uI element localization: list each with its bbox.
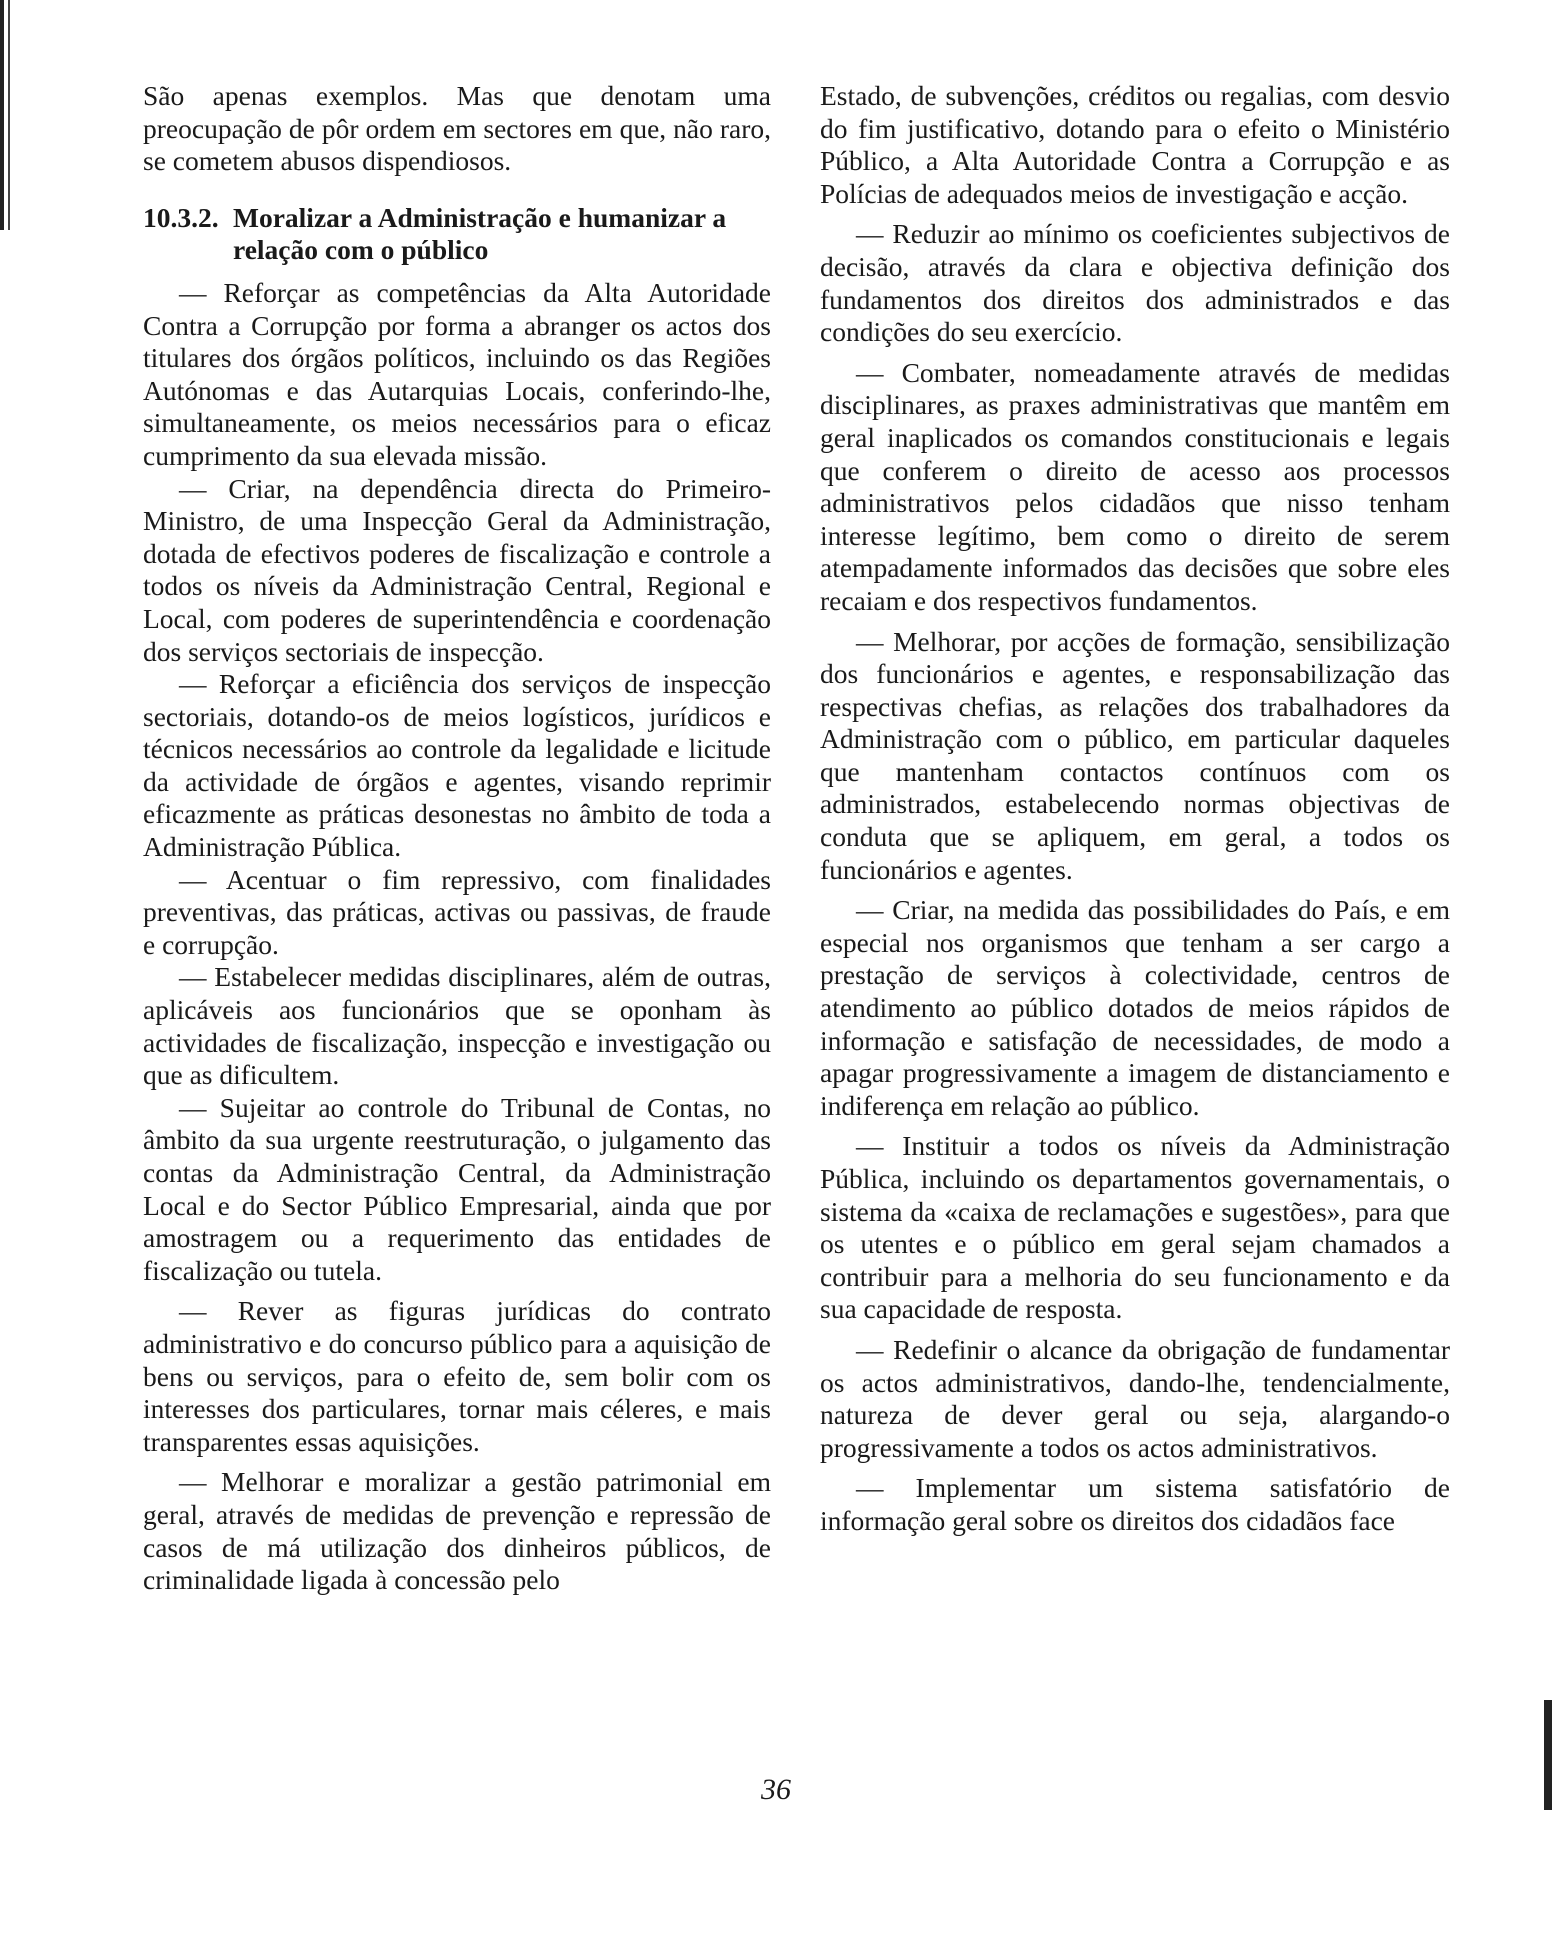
paragraph: — Estabelecer medidas disciplinares, além de outras, aplicáveis aos funcionários que se oponham às actividades de fiscalização, inspecção e investigação ou que as dificultem. <box>143 961 771 1091</box>
section-heading <box>143 202 771 267</box>
paragraph: — Rever as figuras jurídicas do contrato administrativo e do concurso público para a aquisição de bens ou serviços, para o efeito de, sem bolir com os interesses dos particulares, tornar mais céleres, e mais transparentes essas aquisições. <box>143 1295 771 1457</box>
paragraph: — Melhorar, por acções de formação, sensibilização dos funcionários e agentes, e responsabilização das respectivas chefias, as relações dos trabalhadores da Administração com o público, em particular daqueles que mantenham contactos contínuos com os administrados, estabelecendo normas objectivas de conduta que se apliquem, em geral, a todos os funcionários e agentes. <box>820 625 1450 885</box>
continuation-paragraph: Estado, de subvenções, créditos ou regalias, com desvio do fim justificativo, dotando para o efeito o Ministério Público, a Alta Autoridade Contra a Corrupção e as Polícias de adequados meios de investigação e acção. <box>820 80 1450 209</box>
paragraph: — Acentuar o fim repressivo, com finalidades preventivas, das práticas, activas ou passivas, de fraude e corrupção. <box>143 863 771 960</box>
section-title: Moralizar a Administração e humanizar a relação com o público <box>233 201 727 266</box>
paragraph: — Instituir a todos os níveis da Administração Pública, incluindo os departamentos governamentais, o sistema da «caixa de reclamações e sugestões», para que os utentes e o público em geral sejam chamados a contribuir para a melhoria do seu funcionamento e da sua capacidade de resposta. <box>820 1130 1450 1325</box>
paragraph: — Redefinir o alcance da obrigação de fundamentar os actos administrativos, dando-lhe, tendencialmente, natureza de dever geral ou seja, alargando-o progressivamente a todos os actos administrativos. <box>820 1333 1450 1463</box>
paragraph: — Implementar um sistema satisfatório de informação geral sobre os direitos dos cidadãos face <box>820 1472 1450 1536</box>
paragraph: — Reforçar as competências da Alta Autoridade Contra a Corrupção por forma a abranger os actos dos titulares dos órgãos políticos, incluindo os das Regiões Autónomas e das Autarquias Locais, conferindo-lhe, simultaneamente, os meios necessários para o eficaz cumprimento da sua elevada missão. <box>143 276 771 471</box>
paragraph: — Combater, nomeadamente através de medidas disciplinares, as praxes administrativas que mantêm em geral inaplicados os comandos constitucionais e legais que conferem o direito de acesso aos processos administrativos pelos cidadãos que nisso tenham interesse legítimo, bem como o direito de serem atempadamente informados das decisões que sobre eles recaiam e dos respectivos fundamentos. <box>820 356 1450 616</box>
section-number: 10.3.2. <box>143 201 219 233</box>
paragraph: — Criar, na dependência directa do Primeiro-Ministro, de uma Inspecção Geral da Administração, dotada de efectivos poderes de fiscalização e controle a todos os níveis da Administração Central, Regional e Local, com poderes de superintendência e coordenação dos serviços sectoriais de inspecção. <box>143 472 771 667</box>
paragraph: — Reforçar a eficiência dos serviços de inspecção sectoriais, dotando-os de meios logísticos, jurídicos e técnicos necessários ao controle da legalidade e licitude da actividade de órgãos e agentes, visando reprimir eficazmente as práticas desonestas no âmbito de toda a Administração Pública. <box>143 668 771 863</box>
scan-edge-mark <box>0 0 18 230</box>
paragraph: — Melhorar e moralizar a gestão patrimonial em geral, através de medidas de prevenção e repressão de casos de má utilização dos dinheiros públicos, de criminalidade ligada à concessão pelo <box>143 1466 771 1596</box>
page-number: 36 <box>761 1773 791 1806</box>
paragraph: — Reduzir ao mínimo os coeficientes subjectivos de decisão, através da clara e objectiva definição dos fundamentos dos direitos dos administrados e das condições do seu exercício. <box>820 218 1450 348</box>
left-column <box>143 80 771 1597</box>
right-column <box>820 80 1450 1538</box>
intro-paragraph: São apenas exemplos. Mas que denotam uma preocupação de pôr ordem em sectores em que, não raro, se cometem abusos dispendiosos. <box>143 80 771 177</box>
paragraph: — Sujeitar ao controle do Tribunal de Contas, no âmbito da sua urgente reestruturação, o julgamento das contas da Administração Central, da Administração Local e do Sector Público Empresarial, ainda que por amostragem ou a requerimento das entidades de fiscalização ou tutela. <box>143 1091 771 1286</box>
paragraph: — Criar, na medida das possibilidades do País, e em especial nos organismos que tenham a ser cargo a prestação de serviços à colectividade, centros de atendimento ao público dotados de meios rápidos de informação e satisfação de necessidades, de modo a apagar progressivamente a imagem de distanciamento e indiferença em relação ao público. <box>820 894 1450 1121</box>
